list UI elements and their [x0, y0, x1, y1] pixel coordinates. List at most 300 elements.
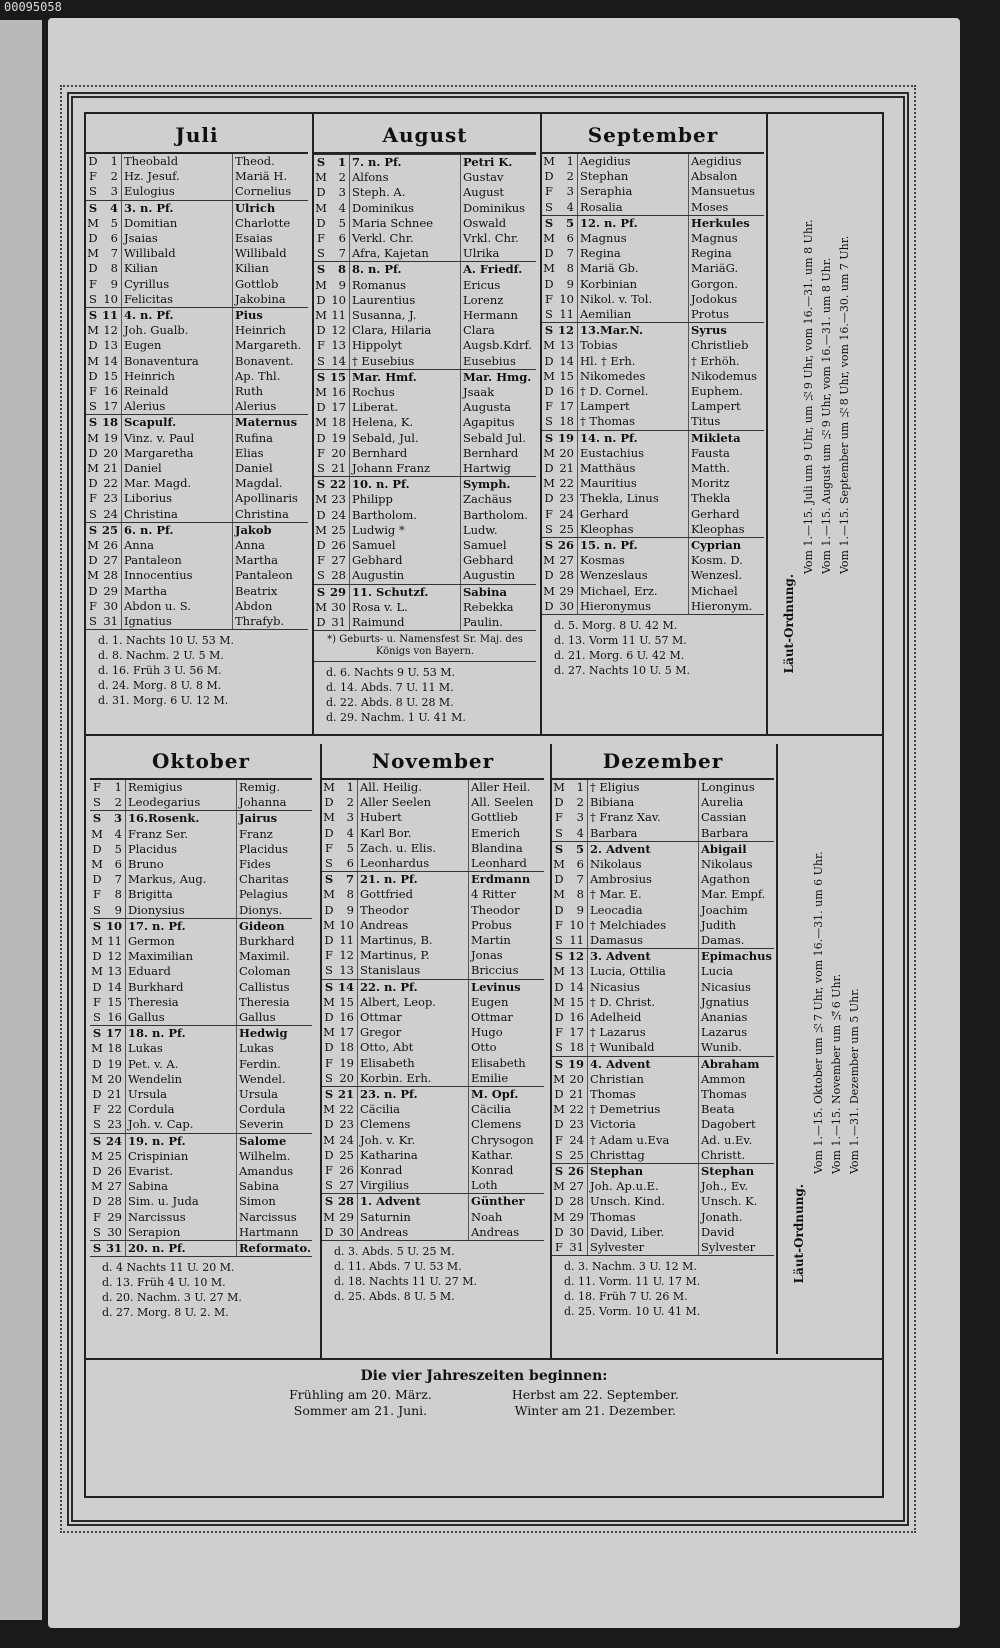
weekday: F	[317, 553, 325, 568]
day-number: 28	[104, 1194, 126, 1209]
protestant-name: Aegidius	[691, 154, 742, 168]
day-number: 16	[336, 1010, 358, 1025]
protestant-name: Sabina	[463, 584, 507, 599]
protestant-name: Epimachus	[701, 949, 772, 964]
catholic-saint: † Demetrius	[588, 1102, 699, 1117]
protestant-name: Wilhelm.	[239, 1148, 291, 1163]
protestant-name: Emilie	[471, 1070, 509, 1085]
day-row	[552, 1194, 774, 1209]
catholic-saint: Johann Franz	[350, 461, 461, 476]
day-number: 7	[556, 246, 578, 261]
column-divider	[540, 114, 542, 734]
protestant-name: Mikleta	[691, 430, 741, 445]
protestant-name: Michael	[691, 583, 738, 598]
day-row	[322, 841, 544, 856]
day-number: 22	[100, 476, 122, 491]
weekday: M	[87, 430, 99, 445]
catholic-saint: Liborius	[122, 491, 233, 506]
day-number: 29	[104, 1210, 126, 1225]
column-divider	[312, 114, 314, 734]
day-number: 20	[328, 446, 350, 461]
catholic-saint: Franz Ser.	[126, 827, 237, 842]
protestant-name: Titus	[691, 414, 721, 429]
protestant-name: Placidus	[239, 841, 289, 856]
protestant-name: Clemens	[471, 1117, 522, 1132]
weekday: D	[316, 292, 326, 307]
day-row	[322, 1071, 544, 1086]
weekday: M	[543, 368, 555, 383]
day-row	[322, 1163, 544, 1178]
weekday: S	[554, 949, 564, 964]
protestant-name: Symph.	[463, 477, 511, 492]
weekday: S	[544, 323, 554, 338]
protestant-name: Wendel.	[239, 1071, 286, 1086]
day-number: 27	[336, 1178, 358, 1193]
catholic-saint: Michael, Erz.	[578, 584, 689, 599]
catholic-saint: Zach. u. Elis.	[358, 841, 469, 856]
catholic-saint: Hubert	[358, 810, 469, 825]
protestant-name: Heinrich	[235, 323, 286, 338]
weekday: M	[323, 1132, 335, 1147]
weekday: D	[324, 1010, 334, 1025]
day-number: 23	[100, 491, 122, 506]
weekday: M	[543, 338, 555, 353]
catholic-saint: Kleophas	[578, 522, 689, 537]
catholic-saint: Joh. v. Kr.	[358, 1133, 469, 1148]
weekday: M	[91, 1179, 103, 1194]
weekday: M	[87, 461, 99, 476]
month-oktober	[90, 744, 312, 1320]
month-title: Oktober	[90, 744, 312, 780]
day-number: 5	[556, 216, 578, 231]
catholic-saint: Placidus	[126, 842, 237, 857]
day-row	[86, 431, 308, 446]
weekday: S	[93, 1117, 101, 1132]
day-number: 9	[328, 278, 350, 293]
day-row	[90, 964, 312, 979]
day-row	[86, 231, 308, 246]
weekday: D	[316, 215, 326, 230]
day-number: 24	[100, 507, 122, 522]
day-number: 17	[100, 399, 122, 414]
day-number: 21	[328, 461, 350, 476]
day-row	[542, 154, 764, 169]
weekday: M	[91, 934, 103, 949]
day-row	[86, 476, 308, 491]
protestant-name: Bonavent.	[235, 353, 294, 368]
weekday: M	[315, 200, 327, 215]
catholic-saint: Stanislaus	[358, 963, 469, 978]
weekday: F	[555, 810, 563, 825]
catholic-saint: 7. n. Pf.	[350, 155, 461, 170]
catholic-saint: Felicitas	[122, 292, 233, 307]
protestant-name: Judith	[701, 917, 737, 932]
catholic-saint: 21. n. Pf.	[358, 872, 469, 887]
day-row	[314, 492, 536, 507]
weekday: S	[88, 200, 98, 215]
day-number: 12	[100, 323, 122, 338]
protestant-name: Jairus	[239, 811, 278, 826]
protestant-name: Anna	[235, 538, 265, 553]
catholic-saint: 19. n. Pf.	[126, 1134, 237, 1149]
moon-phase-line: d. 27. Morg. 8 U. 2. M.	[102, 1306, 229, 1320]
catholic-saint: Thekla, Linus	[578, 491, 689, 506]
day-row	[552, 1010, 774, 1025]
day-number: 21	[566, 1087, 588, 1102]
catholic-saint: Eulogius	[122, 184, 233, 199]
weekday: M	[323, 1209, 335, 1224]
moon-phase-line: d. 24. Morg. 8 U. 8 M.	[98, 679, 222, 693]
day-row	[322, 903, 544, 918]
day-number: 24	[104, 1134, 126, 1149]
day-row	[542, 476, 764, 491]
day-row	[314, 538, 536, 553]
day-number: 18	[556, 414, 578, 429]
protestant-name: Charitas	[239, 872, 289, 887]
protestant-name: Eugen	[471, 994, 509, 1009]
weekday: M	[323, 994, 335, 1009]
day-row	[552, 1087, 774, 1102]
day-number: 29	[328, 585, 350, 600]
day-number: 3	[100, 184, 122, 199]
day-row	[86, 614, 308, 629]
day-number: 2	[100, 169, 122, 184]
catholic-saint: Sim. u. Juda	[126, 1194, 237, 1209]
day-number: 23	[328, 492, 350, 507]
catholic-saint: Regina	[578, 246, 689, 261]
catholic-saint: † Mar. E.	[588, 887, 699, 902]
day-number: 10	[328, 293, 350, 308]
protestant-name: M. Opf.	[471, 1087, 519, 1102]
day-number: 31	[100, 614, 122, 629]
day-row	[314, 553, 536, 568]
day-row	[86, 599, 308, 614]
day-number: 22	[104, 1102, 126, 1117]
catholic-saint: Hl. † Erh.	[578, 354, 689, 369]
protestant-name: Elias	[235, 445, 264, 460]
catholic-saint: 3. Advent	[588, 949, 699, 964]
day-number: 7	[100, 246, 122, 261]
half-divider	[86, 734, 882, 736]
day-row	[86, 277, 308, 292]
month-august	[314, 118, 536, 725]
protestant-name: Ap. Thl.	[235, 368, 281, 383]
day-number: 7	[566, 872, 588, 887]
day-number: 14	[336, 980, 358, 995]
day-number: 27	[100, 553, 122, 568]
day-row	[90, 872, 312, 887]
day-row	[552, 1040, 774, 1055]
weekday: S	[545, 307, 553, 322]
catholic-saint: 4. n. Pf.	[122, 308, 233, 323]
weekday: S	[92, 1026, 102, 1041]
day-row	[86, 323, 308, 338]
protestant-name: Longinus	[701, 780, 755, 794]
protestant-name: Wunib.	[701, 1040, 742, 1055]
weekday: D	[554, 1087, 564, 1102]
day-row	[314, 354, 536, 369]
catholic-saint: Andreas	[358, 918, 469, 933]
day-number: 10	[556, 292, 578, 307]
day-number: 1	[566, 780, 588, 795]
day-number: 5	[104, 842, 126, 857]
day-number: 1	[104, 780, 126, 795]
protestant-name: Salome	[239, 1133, 287, 1148]
protestant-name: Agapitus	[463, 415, 515, 430]
weekday: M	[323, 887, 335, 902]
weekday: S	[554, 841, 564, 856]
protestant-name: Fausta	[691, 445, 730, 460]
protestant-name: Martha	[235, 553, 279, 568]
protestant-name: Joachim	[701, 902, 748, 917]
protestant-name: Charlotte	[235, 215, 291, 230]
catholic-saint: Brigitta	[126, 887, 237, 902]
day-number: 12	[566, 949, 588, 964]
weekday: S	[324, 979, 334, 994]
catholic-saint: Joh. Gualb.	[122, 323, 233, 338]
weekday: D	[554, 1010, 564, 1025]
weekday: D	[92, 1056, 102, 1071]
catholic-saint: 12. n. Pf.	[578, 216, 689, 231]
weekday: D	[92, 1164, 102, 1179]
protestant-name: Lukas	[239, 1041, 274, 1056]
day-number: 28	[328, 568, 350, 583]
day-row	[322, 918, 544, 933]
catholic-saint: Aegidius	[578, 154, 689, 169]
day-row	[552, 780, 774, 795]
weekday: F	[93, 1102, 101, 1117]
catholic-saint: Theresia	[126, 995, 237, 1010]
catholic-saint: Stephan	[578, 169, 689, 184]
day-number: 23	[566, 1117, 588, 1132]
day-row	[322, 1225, 544, 1240]
catholic-saint: † Eusebius	[350, 354, 461, 369]
day-row	[314, 216, 536, 231]
moon-phases	[86, 629, 308, 708]
day-row	[552, 980, 774, 995]
protestant-name: Franz	[239, 826, 273, 841]
day-row	[86, 354, 308, 369]
weekday: S	[325, 1178, 333, 1193]
protestant-name: Aurelia	[701, 795, 744, 810]
corner-code: 00095058	[4, 0, 62, 14]
day-row	[542, 553, 764, 568]
day-row	[322, 1133, 544, 1148]
day-number: 27	[566, 1179, 588, 1194]
day-number: 16	[328, 385, 350, 400]
day-row	[314, 584, 536, 600]
day-number: 20	[100, 446, 122, 461]
day-number: 19	[100, 431, 122, 446]
day-row	[552, 1240, 774, 1255]
catholic-saint: Leocadia	[588, 903, 699, 918]
catholic-saint: Eugen	[122, 338, 233, 353]
weekday: D	[324, 1224, 334, 1239]
day-number: 24	[336, 1133, 358, 1148]
protestant-name: Johanna	[239, 795, 287, 810]
catholic-saint: 18. n. Pf.	[126, 1026, 237, 1041]
day-number: 22	[556, 476, 578, 491]
protestant-name: Magnus	[691, 231, 738, 246]
catholic-saint: Bibiana	[588, 795, 699, 810]
day-number: 11	[328, 308, 350, 323]
weekday: F	[555, 1240, 563, 1255]
day-row	[90, 1179, 312, 1194]
day-number: 16	[566, 1010, 588, 1025]
month-september	[542, 118, 764, 678]
protestant-name: Ananias	[701, 1010, 748, 1025]
day-number: 6	[104, 857, 126, 872]
weekday: F	[89, 276, 97, 291]
protestant-name: Lampert	[691, 399, 741, 414]
moon-phase-line: d. 4 Nachts 11 U. 20 M.	[102, 1261, 235, 1275]
weekday: M	[543, 553, 555, 568]
day-row	[542, 231, 764, 246]
day-row	[322, 1086, 544, 1102]
moon-phase-line: d. 18. Früh 7 U. 26 M.	[564, 1290, 688, 1304]
day-row	[552, 1133, 774, 1148]
catholic-saint: Rosa v. L.	[350, 600, 461, 615]
protestant-name: Joh., Ev.	[701, 1179, 749, 1194]
protestant-name: Briccius	[471, 963, 519, 978]
protestant-name: Petri K.	[463, 155, 513, 169]
day-row	[86, 338, 308, 353]
day-number: 13	[328, 338, 350, 353]
catholic-saint: Afra, Kajetan	[350, 246, 461, 261]
day-number: 13	[100, 338, 122, 353]
day-row	[542, 461, 764, 476]
day-number: 18	[328, 415, 350, 430]
protestant-name: Euphem.	[691, 384, 743, 399]
catholic-saint: Sebald, Jul.	[350, 431, 461, 446]
catholic-saint: Martha	[122, 584, 233, 599]
protestant-name: Narcissus	[239, 1209, 297, 1224]
catholic-saint: Martinus, P.	[358, 948, 469, 963]
protestant-name: Sabina	[239, 1179, 280, 1194]
day-number: 20	[556, 446, 578, 461]
protestant-name: Maternus	[235, 415, 298, 430]
day-row	[314, 261, 536, 277]
weekday: D	[92, 872, 102, 887]
catholic-saint: Eustachius	[578, 446, 689, 461]
day-row	[542, 384, 764, 399]
weekday: S	[316, 155, 326, 169]
protestant-name: Maximil.	[239, 949, 290, 964]
weekday: S	[324, 1087, 334, 1102]
catholic-saint: Mar. Hmf.	[350, 370, 461, 385]
catholic-saint: Theodor	[358, 903, 469, 918]
protestant-name: Levinus	[471, 979, 521, 994]
protestant-name: Abdon	[235, 598, 273, 613]
protestant-name: Oswald	[463, 215, 507, 230]
weekday: F	[545, 291, 553, 306]
weekday: D	[92, 1087, 102, 1102]
catholic-saint: Burkhard	[126, 980, 237, 995]
weekday: D	[554, 795, 564, 810]
catholic-saint: Maria Schnee	[350, 216, 461, 231]
weekday: D	[316, 615, 326, 630]
footnote: *) Geburts- u. Namensfest Sr. Maj. des Königs von Bayern.	[314, 630, 536, 661]
day-row	[542, 399, 764, 414]
weekday: M	[315, 170, 327, 185]
day-number: 29	[100, 584, 122, 599]
protestant-name: Wenzesl.	[691, 568, 743, 583]
seasons-divider	[86, 1358, 882, 1360]
protestant-name: Willibald	[235, 246, 287, 261]
protestant-name: Jsaak	[463, 385, 495, 400]
day-row	[90, 842, 312, 857]
catholic-saint: Christian	[588, 1072, 699, 1087]
day-number: 5	[100, 216, 122, 231]
column-divider	[320, 744, 322, 1358]
weekday: D	[88, 338, 98, 353]
day-row	[90, 1117, 312, 1132]
day-row	[90, 903, 312, 918]
day-row	[90, 918, 312, 934]
protestant-name: Herkules	[691, 215, 750, 230]
weekday: S	[545, 521, 553, 536]
day-row	[552, 1179, 774, 1194]
protestant-name: Vrkl. Chr.	[463, 231, 519, 246]
protestant-name: Protus	[691, 307, 730, 322]
weekday: F	[325, 1163, 333, 1178]
day-number: 20	[336, 1071, 358, 1086]
day-row	[552, 810, 774, 825]
weekday: S	[317, 246, 325, 261]
weekday: S	[316, 262, 326, 277]
laeut-july: Vom 1.—15. Juli um 9 Uhr, um ½9 Uhr, vom 16.—31. um 8 Uhr.	[802, 219, 815, 574]
day-number: 18	[336, 1040, 358, 1055]
day-row	[552, 903, 774, 918]
protestant-name: Ammon	[701, 1071, 746, 1086]
laeut-divider-top	[766, 114, 768, 734]
day-number: 3	[328, 185, 350, 200]
catholic-saint: Narcissus	[126, 1210, 237, 1225]
protestant-name: Rufina	[235, 430, 273, 445]
day-row	[90, 827, 312, 842]
day-number: 25	[566, 1148, 588, 1163]
weekday: D	[544, 384, 554, 399]
day-row	[314, 615, 536, 630]
weekday: F	[89, 169, 97, 184]
weekday: M	[323, 780, 335, 794]
day-number: 7	[104, 872, 126, 887]
weekday: D	[554, 1194, 564, 1209]
catholic-saint: Gottfried	[358, 887, 469, 902]
weekday: M	[315, 522, 327, 537]
catholic-saint: Mariä Gb.	[578, 261, 689, 276]
day-number: 11	[336, 933, 358, 948]
season-autumn: Herbst am 22. September.	[511, 1387, 679, 1402]
catholic-saint: Damasus	[588, 933, 699, 948]
day-row	[322, 887, 544, 902]
day-row	[322, 995, 544, 1010]
day-number: 30	[328, 600, 350, 615]
day-number: 3	[104, 811, 126, 826]
day-row	[86, 184, 308, 199]
laeut-october: Vom 1.—15. Oktober um ½7 Uhr, vom 16.—31. um 6 Uhr.	[812, 851, 825, 1174]
day-number: 23	[556, 491, 578, 506]
protestant-name: Lazarus	[701, 1025, 748, 1040]
catholic-saint: Virgilius	[358, 1178, 469, 1193]
weekday: M	[553, 1071, 565, 1086]
day-row	[314, 431, 536, 446]
weekday: D	[554, 979, 564, 994]
weekday: M	[87, 215, 99, 230]
day-row	[86, 261, 308, 276]
day-number: 21	[104, 1087, 126, 1102]
day-row	[322, 948, 544, 963]
